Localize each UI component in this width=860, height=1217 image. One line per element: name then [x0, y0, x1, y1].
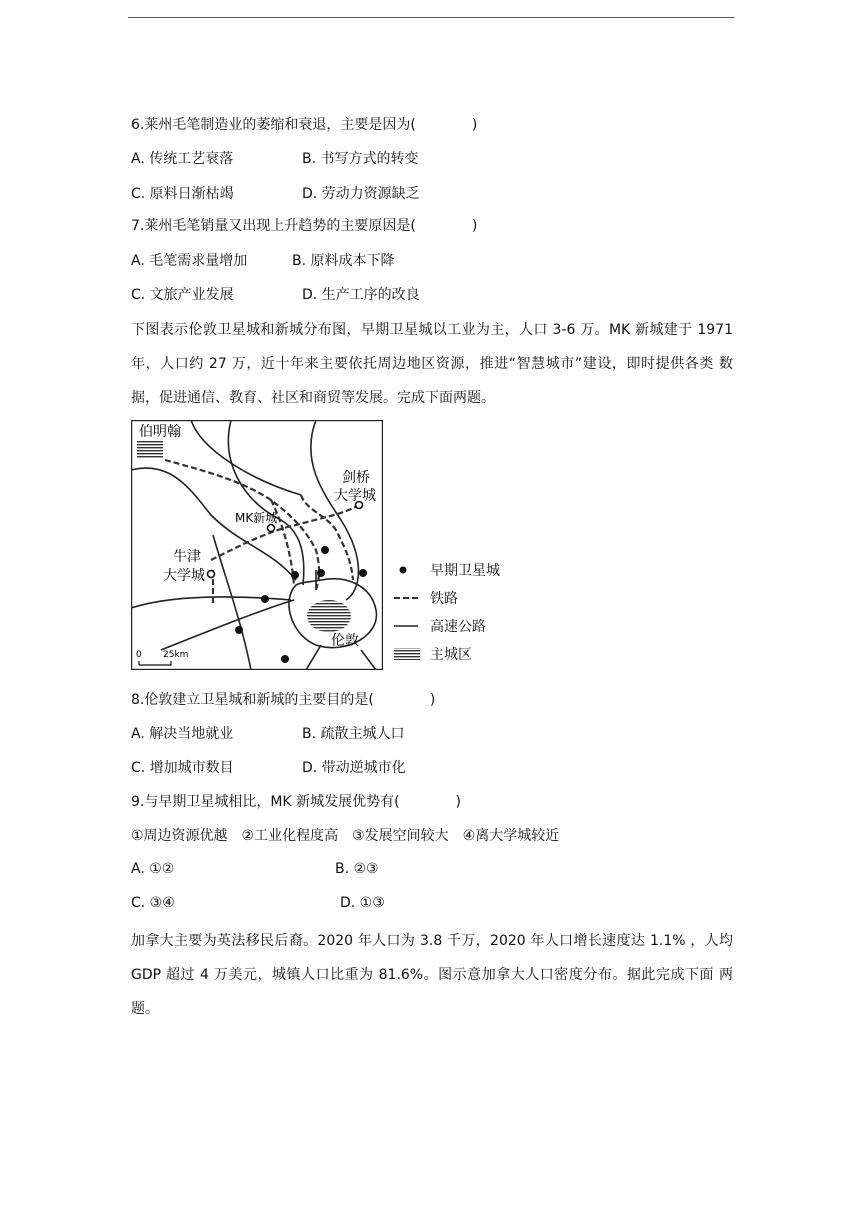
- intro-paragraph-london: 下图表示伦敦卫星城和新城分布图，早期卫星城以工业为主，人口 3-6 万。MK 新城建于 1971 年，人口约 27 万，近十年来主要依托周边地区资源，推进“智慧城市”建设，即时提供各类 数据，促进通信、教育、社区和商贸等发展。完成下面两题。: [131, 322, 733, 406]
- oxford-marker: [208, 571, 215, 578]
- intro-paragraph-canada: 加拿大主要为英法移民后裔。2020 年人口为 3.8 千万，2020 年人口增长速度达 1.1% ，人均 GDP 超过 4 万美元，城镇人口比重为 81.6%。图示意加拿大人口密度分布。据此完成下面 两题。: [131, 933, 733, 1017]
- legend-satellite-label: 早期卫星城: [430, 563, 500, 579]
- question-7-option-b: B. 原料成本下降: [292, 253, 395, 269]
- label-cambridge-line1: 剑桥: [342, 470, 370, 486]
- satellite-town: [291, 571, 299, 579]
- label-birmingham: 伯明翰: [139, 424, 181, 440]
- header-rule: [128, 17, 734, 18]
- label-mk-new-town: MK新城: [235, 511, 278, 525]
- legend-satellite-symbol: [400, 567, 407, 574]
- question-7-stem: 7.莱州毛笔销量又出现上升趋势的主要原因是( ): [131, 218, 478, 234]
- scale-length: 25km: [163, 650, 189, 660]
- question-6-option-b: B. 书写方式的转变: [302, 151, 419, 167]
- question-9-option-b: B. ②③: [335, 861, 379, 877]
- question-8-option-c: C. 增加城市数目: [131, 760, 234, 776]
- satellite-town: [359, 569, 367, 577]
- label-cambridge-line2: 大学城: [334, 488, 376, 504]
- scale-zero: 0: [136, 650, 142, 660]
- label-oxford-line1: 牛津: [173, 549, 201, 565]
- london-map-figure: [131, 420, 383, 670]
- satellite-town: [235, 626, 243, 634]
- question-7-option-a: A. 毛笔需求量增加: [131, 253, 248, 269]
- satellite-town: [321, 546, 329, 554]
- question-9-items: ①周边资源优越 ②工业化程度高 ③发展空间较大 ④离大学城较近: [131, 828, 560, 844]
- question-6-option-c: C. 原料日渐枯竭: [131, 186, 234, 202]
- question-8-option-d: D. 带动逆城市化: [302, 760, 406, 776]
- map-legend-symbols: [393, 560, 423, 670]
- question-8-stem: 8.伦敦建立卫星城和新城的主要目的是( ): [131, 692, 436, 708]
- london-main-city-area: [307, 600, 351, 632]
- satellite-town: [281, 655, 289, 663]
- question-9-option-c: C. ③④: [131, 895, 175, 911]
- london-map-svg: [131, 420, 383, 670]
- question-9-option-d: D. ①③: [340, 895, 385, 911]
- label-london: 伦敦: [331, 633, 359, 649]
- label-oxford-line2: 大学城: [163, 568, 205, 584]
- legend-main-city-label: 主城区: [430, 647, 472, 663]
- satellite-town: [317, 569, 325, 577]
- question-8-option-b: B. 疏散主城人口: [302, 726, 405, 742]
- question-6-stem: 6.莱州毛笔制造业的萎缩和衰退，主要是因为( ): [131, 117, 478, 133]
- legend-highway-label: 高速公路: [430, 619, 486, 635]
- question-8-option-a: A. 解决当地就业: [131, 726, 234, 742]
- question-9-option-a: A. ①②: [131, 861, 175, 877]
- question-7-option-d: D. 生产工序的改良: [302, 287, 420, 303]
- question-7-option-c: C. 文旅产业发展: [131, 287, 234, 303]
- satellite-town: [261, 595, 269, 603]
- question-6-option-d: D. 劳动力资源缺乏: [302, 186, 420, 202]
- birmingham-main-city-area: [137, 439, 163, 458]
- legend-railway-label: 铁路: [430, 591, 458, 607]
- mk-new-town-marker: [268, 525, 275, 532]
- question-9-stem: 9.与早期卫星城相比，MK 新城发展优势有( ): [131, 794, 461, 810]
- question-6-option-a: A. 传统工艺衰落: [131, 151, 234, 167]
- legend-main-city-symbol: [394, 648, 420, 660]
